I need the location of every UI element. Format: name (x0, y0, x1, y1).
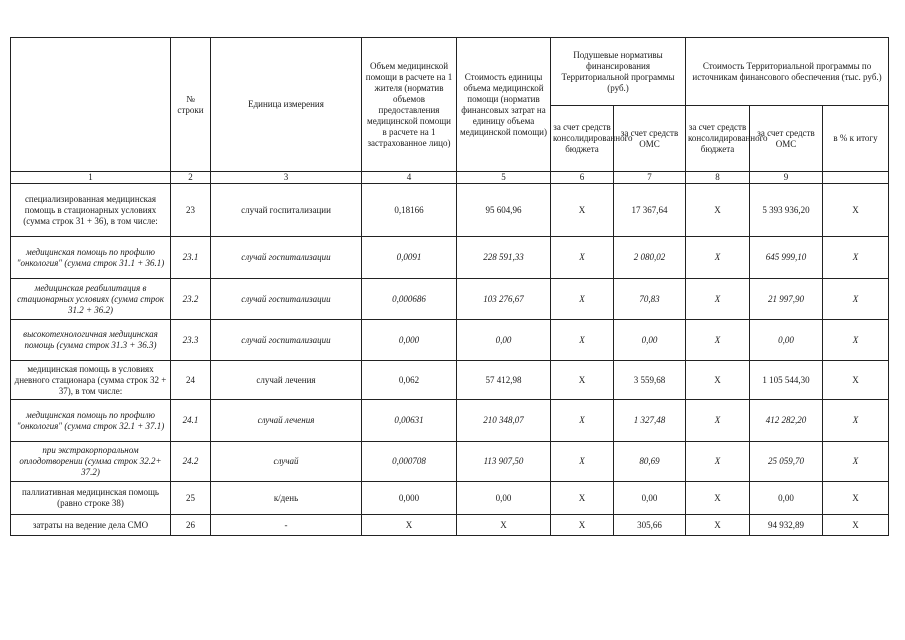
col-number: 6 (551, 172, 614, 184)
row-volume: 0,062 (362, 361, 457, 400)
row-oms-per-capita: 0,00 (614, 482, 686, 515)
header-row-no: № строки (171, 38, 211, 172)
row-percent: X (823, 400, 889, 442)
row-oms-cost: 5 393 936,20 (750, 184, 823, 237)
col-number: 5 (457, 172, 551, 184)
row-number: 24.1 (171, 400, 211, 442)
row-number: 24 (171, 361, 211, 400)
row-budget-cost: X (686, 320, 750, 361)
header-label-cell (11, 38, 171, 172)
row-oms-cost: 25 059,70 (750, 442, 823, 482)
row-budget-cost: X (686, 237, 750, 279)
row-volume: 0,0091 (362, 237, 457, 279)
row-unit: случай госпитализации (211, 279, 362, 320)
row-oms-per-capita: 80,69 (614, 442, 686, 482)
row-number: 23.2 (171, 279, 211, 320)
row-oms-cost: 412 282,20 (750, 400, 823, 442)
row-volume: 0,00631 (362, 400, 457, 442)
row-oms-per-capita: 305,66 (614, 515, 686, 536)
row-oms-per-capita: 2 080,02 (614, 237, 686, 279)
row-unit: к/день (211, 482, 362, 515)
col-number: 4 (362, 172, 457, 184)
row-percent: X (823, 361, 889, 400)
col-number: 3 (211, 172, 362, 184)
row-label: высокотехнологичная медицинская помощь (сумма строк 31.3 + 36.3) (11, 320, 171, 361)
row-oms-cost: 1 105 544,30 (750, 361, 823, 400)
header-sub-percent: в % к итогу (823, 106, 889, 172)
row-unit-cost: 0,00 (457, 320, 551, 361)
row-budget-cost: X (686, 515, 750, 536)
row-volume: 0,000708 (362, 442, 457, 482)
row-budget-cost: X (686, 482, 750, 515)
row-number: 25 (171, 482, 211, 515)
row-budget-per-capita: X (551, 320, 614, 361)
row-number: 23 (171, 184, 211, 237)
row-unit-cost: 57 412,98 (457, 361, 551, 400)
row-volume: 0,000 (362, 320, 457, 361)
col-number: 9 (750, 172, 823, 184)
row-unit: случай госпитализации (211, 237, 362, 279)
row-volume: 0,000 (362, 482, 457, 515)
row-oms-cost: 21 997,90 (750, 279, 823, 320)
row-budget-cost: X (686, 442, 750, 482)
row-label: при экстракорпоральном оплодотворении (сумма строк 32.2+ 37.2) (11, 442, 171, 482)
row-unit: случай госпитализации (211, 320, 362, 361)
row-percent: X (823, 320, 889, 361)
header-sub-oms-2: за счет средств ОМС (750, 106, 823, 172)
row-budget-per-capita: X (551, 515, 614, 536)
col-number: 7 (614, 172, 686, 184)
row-volume: X (362, 515, 457, 536)
row-unit: случай госпитализации (211, 184, 362, 237)
row-budget-per-capita: X (551, 184, 614, 237)
row-oms-cost: 0,00 (750, 482, 823, 515)
header-unit: Единица измерения (211, 38, 362, 172)
row-unit: случай (211, 442, 362, 482)
row-volume: 0,000686 (362, 279, 457, 320)
row-label: медицинская помощь по профилю "онкология" (сумма строк 31.1 + 36.1) (11, 237, 171, 279)
row-percent: X (823, 482, 889, 515)
row-oms-per-capita: 17 367,64 (614, 184, 686, 237)
row-oms-cost: 0,00 (750, 320, 823, 361)
row-percent: X (823, 515, 889, 536)
row-unit-cost: 210 348,07 (457, 400, 551, 442)
header-per-capita: Подушевые нормативы финансирования Территориальной программы (руб.) (551, 38, 686, 106)
row-budget-per-capita: X (551, 361, 614, 400)
header-sub-oms: за счет средств ОМС (614, 106, 686, 172)
row-label: специализированная медицинская помощь в стационарных условиях (сумма строк 31 + 36), в том числе: (11, 184, 171, 237)
header-sub-budget: за счет средств консолидированного бюджета (551, 106, 614, 172)
row-label: медицинская помощь по профилю "онкология" (сумма строк 32.1 + 37.1) (11, 400, 171, 442)
row-number: 24.2 (171, 442, 211, 482)
header-program-cost: Стоимость Территориальной программы по источникам финансового обеспечения (тыс. руб.) (686, 38, 889, 106)
col-number: 8 (686, 172, 750, 184)
row-unit-cost: 95 604,96 (457, 184, 551, 237)
row-oms-per-capita: 1 327,48 (614, 400, 686, 442)
row-number: 23.3 (171, 320, 211, 361)
row-unit: - (211, 515, 362, 536)
row-number: 26 (171, 515, 211, 536)
row-number: 23.1 (171, 237, 211, 279)
row-unit: случай лечения (211, 400, 362, 442)
row-oms-per-capita: 0,00 (614, 320, 686, 361)
row-unit: случай лечения (211, 361, 362, 400)
row-budget-cost: X (686, 279, 750, 320)
row-oms-cost: 94 932,89 (750, 515, 823, 536)
row-percent: X (823, 279, 889, 320)
row-volume: 0,18166 (362, 184, 457, 237)
row-budget-per-capita: X (551, 279, 614, 320)
row-unit-cost: 103 276,67 (457, 279, 551, 320)
row-oms-per-capita: 70,83 (614, 279, 686, 320)
financing-table (10, 37, 889, 536)
row-budget-cost: X (686, 184, 750, 237)
col-number: 1 (11, 172, 171, 184)
header-unit-cost: Стоимость единицы объема медицинской помощи (норматив финансовых затрат на единицу объема медицинской помощи) (457, 38, 551, 172)
row-unit-cost: 0,00 (457, 482, 551, 515)
row-percent: X (823, 184, 889, 237)
row-budget-per-capita: X (551, 482, 614, 515)
row-label: медицинская помощь в условиях дневного стационара (сумма строк 32 + 37), в том числе: (11, 361, 171, 400)
row-label: медицинская реабилитация в стационарных условиях (сумма строк 31.2 + 36.2) (11, 279, 171, 320)
col-number: 2 (171, 172, 211, 184)
row-unit-cost: X (457, 515, 551, 536)
row-percent: X (823, 442, 889, 482)
row-label: паллиативная медицинская помощь (равно строке 38) (11, 482, 171, 515)
col-number (823, 172, 889, 184)
header-volume: Объем медицинской помощи в расчете на 1 жителя (норматив объемов предоставления медицинской помощи в расчете на 1 застрахованное лицо) (362, 38, 457, 172)
row-budget-per-capita: X (551, 237, 614, 279)
row-label: затраты на ведение дела СМО (11, 515, 171, 536)
row-budget-cost: X (686, 400, 750, 442)
row-budget-per-capita: X (551, 400, 614, 442)
row-budget-per-capita: X (551, 442, 614, 482)
header-sub-budget-2: за счет средств консолидированного бюджета (686, 106, 750, 172)
row-unit-cost: 113 907,50 (457, 442, 551, 482)
row-unit-cost: 228 591,33 (457, 237, 551, 279)
row-oms-cost: 645 999,10 (750, 237, 823, 279)
row-oms-per-capita: 3 559,68 (614, 361, 686, 400)
row-budget-cost: X (686, 361, 750, 400)
row-percent: X (823, 237, 889, 279)
